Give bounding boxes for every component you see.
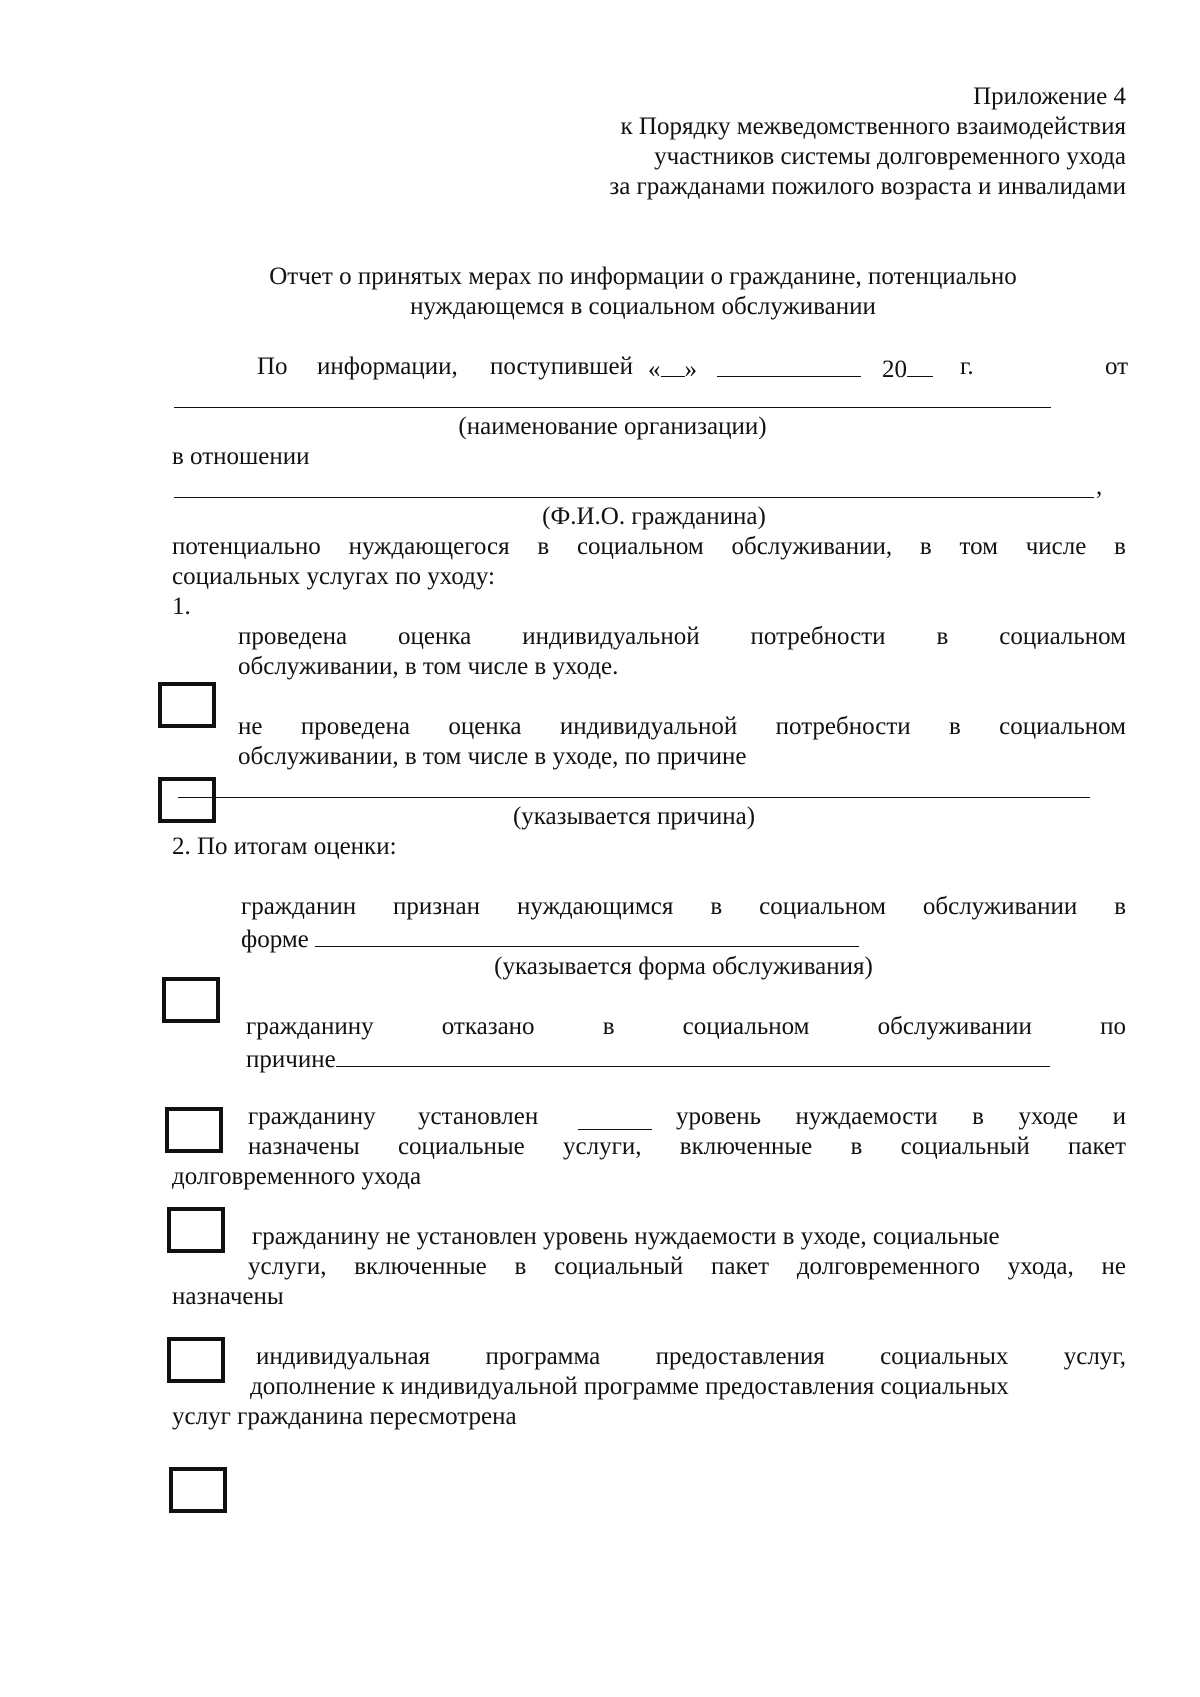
word: не bbox=[1101, 1253, 1126, 1280]
word: социальном bbox=[759, 893, 886, 920]
appendix-line-1: Приложение 4 bbox=[973, 83, 1126, 110]
word: индивидуальная bbox=[256, 1343, 431, 1370]
intro-date-year[interactable]: 20 bbox=[882, 352, 933, 385]
appendix-line-3: участников системы долговременного ухода bbox=[654, 143, 1126, 170]
word: оценка bbox=[398, 623, 472, 650]
organization-field[interactable] bbox=[174, 407, 1051, 408]
intro-po: По bbox=[257, 353, 288, 380]
word: в bbox=[1114, 893, 1126, 920]
word: индивидуальной bbox=[522, 623, 700, 650]
word: социальный bbox=[554, 1253, 684, 1280]
word: признан bbox=[393, 893, 481, 920]
intro-informacii: информации, bbox=[317, 353, 458, 380]
appendix-line-4: за гражданами пожилого возраста и инвалидами bbox=[609, 173, 1126, 200]
word: индивидуальной bbox=[559, 713, 738, 740]
care-level-set-line-2 bbox=[248, 1132, 1126, 1162]
word: услуги, bbox=[248, 1253, 327, 1280]
program-revised-line-2: дополнение к индивидуальной программе предоставления социальных bbox=[250, 1373, 1009, 1400]
word: и bbox=[1112, 1103, 1126, 1130]
refusal-reason-field[interactable] bbox=[336, 1042, 1050, 1067]
service-form-field[interactable] bbox=[315, 922, 859, 947]
word: в bbox=[850, 1133, 863, 1160]
care-level-field[interactable] bbox=[578, 1105, 652, 1130]
assessment-done-line-2: обслуживании, в том числе в уходе. bbox=[238, 653, 619, 680]
word: проведена bbox=[238, 623, 348, 650]
appendix-line-2: к Порядку межведомственного взаимодействия bbox=[620, 113, 1126, 140]
intro-ot: от bbox=[1105, 353, 1129, 380]
word: отказано bbox=[441, 1013, 535, 1040]
service-form-caption: (указывается форма обслуживания) bbox=[494, 953, 873, 980]
word: проведена bbox=[300, 713, 410, 740]
care-level-not-set-line-2 bbox=[248, 1252, 1126, 1282]
word: нуждающегося bbox=[348, 533, 510, 560]
assessment-not-done-line-1 bbox=[238, 712, 1126, 742]
recognized-needing-checkbox[interactable] bbox=[162, 977, 220, 1023]
section-2-heading: 2. По итогам оценки: bbox=[172, 833, 397, 860]
reason-field[interactable] bbox=[178, 797, 1090, 798]
word: в bbox=[949, 713, 961, 740]
reason-caption: (указывается причина) bbox=[512, 803, 756, 830]
word: пакет bbox=[711, 1253, 770, 1280]
word: в bbox=[1114, 533, 1126, 560]
word: потребности bbox=[775, 713, 911, 740]
care-level-not-set-checkbox[interactable] bbox=[167, 1337, 225, 1383]
title-line-2: нуждающемся в социальном обслуживании bbox=[410, 293, 876, 320]
potential-line-2: социальных услугах по уходу: bbox=[172, 563, 495, 590]
refused-line-2: причине bbox=[246, 1042, 1050, 1075]
word: социальном bbox=[999, 623, 1126, 650]
word: программа bbox=[485, 1343, 601, 1370]
assessment-done-line-1 bbox=[238, 622, 1126, 652]
word: социальных bbox=[880, 1343, 1009, 1370]
word: долговременного bbox=[796, 1253, 981, 1280]
word: социальном bbox=[999, 713, 1126, 740]
word: в bbox=[972, 1103, 984, 1130]
word: оценка bbox=[448, 713, 522, 740]
word: обслуживании, bbox=[731, 533, 893, 560]
word: обслуживании bbox=[922, 893, 1078, 920]
fio-caption: (Ф.И.О. гражданина) bbox=[542, 503, 766, 530]
assessment-not-done-line-2: обслуживании, в том числе в уходе, по причине bbox=[238, 743, 747, 770]
word: том bbox=[959, 533, 998, 560]
recognized-needing-line-1 bbox=[241, 892, 1126, 922]
word: социальные bbox=[397, 1133, 525, 1160]
intro-g: г. bbox=[960, 353, 974, 380]
program-revised-checkbox[interactable] bbox=[169, 1467, 227, 1513]
word: социальном bbox=[682, 1013, 810, 1040]
word: потенциально bbox=[172, 533, 321, 560]
word: уходе bbox=[1018, 1103, 1079, 1130]
care-level-set-checkbox[interactable] bbox=[167, 1207, 225, 1253]
word: не bbox=[238, 713, 263, 740]
word: социальном bbox=[576, 533, 704, 560]
word: в bbox=[710, 893, 723, 920]
intro-date-month[interactable] bbox=[717, 352, 861, 385]
word: потребности bbox=[750, 623, 886, 650]
potential-line-1 bbox=[172, 532, 1126, 562]
word: услуги, bbox=[563, 1133, 642, 1160]
word: по bbox=[1100, 1013, 1126, 1040]
care-level-not-set-line-1: гражданину не установлен уровень нуждаемости в уходе, социальные bbox=[252, 1223, 1000, 1250]
care-level-set-line-3: долговременного ухода bbox=[172, 1163, 422, 1190]
word: в bbox=[514, 1253, 527, 1280]
program-revised-line-1 bbox=[256, 1342, 1126, 1372]
intro-postupivshey: поступившей bbox=[490, 353, 633, 380]
v-otnoshenii-label: в отношении bbox=[172, 443, 310, 470]
word: включенные bbox=[354, 1253, 487, 1280]
word: включенные bbox=[679, 1133, 813, 1160]
fio-comma: , bbox=[1096, 473, 1103, 500]
assessment-done-checkbox[interactable] bbox=[158, 682, 216, 728]
word: гражданин bbox=[241, 893, 357, 920]
word: обслуживании bbox=[877, 1013, 1032, 1040]
program-revised-line-3: услуг гражданина пересмотрена bbox=[172, 1403, 517, 1430]
organization-caption: (наименование организации) bbox=[458, 413, 767, 440]
word: нуждающимся bbox=[517, 893, 674, 920]
word: в bbox=[537, 533, 550, 560]
word: назначены bbox=[248, 1133, 360, 1160]
word: пакет bbox=[1067, 1133, 1126, 1160]
refused-checkbox[interactable] bbox=[165, 1107, 223, 1153]
word: ухода, bbox=[1007, 1253, 1074, 1280]
word: гражданину bbox=[246, 1013, 374, 1040]
title-line-1: Отчет о принятых мерах по информации о гражданине, потенциально bbox=[269, 263, 1017, 290]
word: предоставления bbox=[655, 1343, 825, 1370]
word: уровень bbox=[676, 1103, 762, 1130]
word: числе bbox=[1025, 533, 1087, 560]
section-1-number: 1. bbox=[172, 593, 191, 620]
word: социальный bbox=[900, 1133, 1030, 1160]
word: в bbox=[919, 533, 932, 560]
word: в bbox=[936, 623, 949, 650]
recognized-needing-line-2: форме bbox=[241, 922, 859, 955]
refused-line-1 bbox=[246, 1012, 1126, 1042]
care-level-not-set-line-3: назначены bbox=[172, 1283, 284, 1310]
citizen-name-field[interactable] bbox=[174, 497, 1094, 498]
word: в bbox=[602, 1013, 615, 1040]
word: услуг, bbox=[1063, 1343, 1126, 1370]
intro-date-day[interactable]: « » bbox=[648, 352, 697, 385]
document-page: Приложение 4 к Порядку межведомственного взаимодействия участников системы долговременного ухода за гражданами пожилого возраста и инвалидами Отчет о принятых мерах по информации о гражданине, потенциально нуждающемся в социальном обслуживании По информации, поступившей « » 20 г. от (наименование организации) в отношении , (Ф.И.О. гражданина) потенциально нуждающегося в социальном обслуживании, в том числе в социальных услугах по уходу: 1. проведена оценка индивидуальной потребности в социальном обслуживании, в том числе в уходе. не проведена оценка индивидуальной потребности в социальном обслуживании, в том числе в уходе, по причине (указывается причина) 2. По итогам оценки: гражданин признан нуждающимся в социальном обслуживании в форме (указывается форма обслуживания) гражданину отказано в социальном обслуживании по причине гражданину установлен уровень нуждаемости в уходе и назначены социальные услуги, включенные в социальный пакет долговременного ухода гражданину не установлен уровень нуждаемости в уходе, социальные услуги, включенные в социальный пакет долговременного ухода, не назначены индивидуальная программа предоставления социальных услуг, дополнение к индивидуальной программе предоставления социальных услуг гражданина пересмотрена bbox=[0, 0, 1200, 1697]
word: нуждаемости bbox=[795, 1103, 938, 1130]
